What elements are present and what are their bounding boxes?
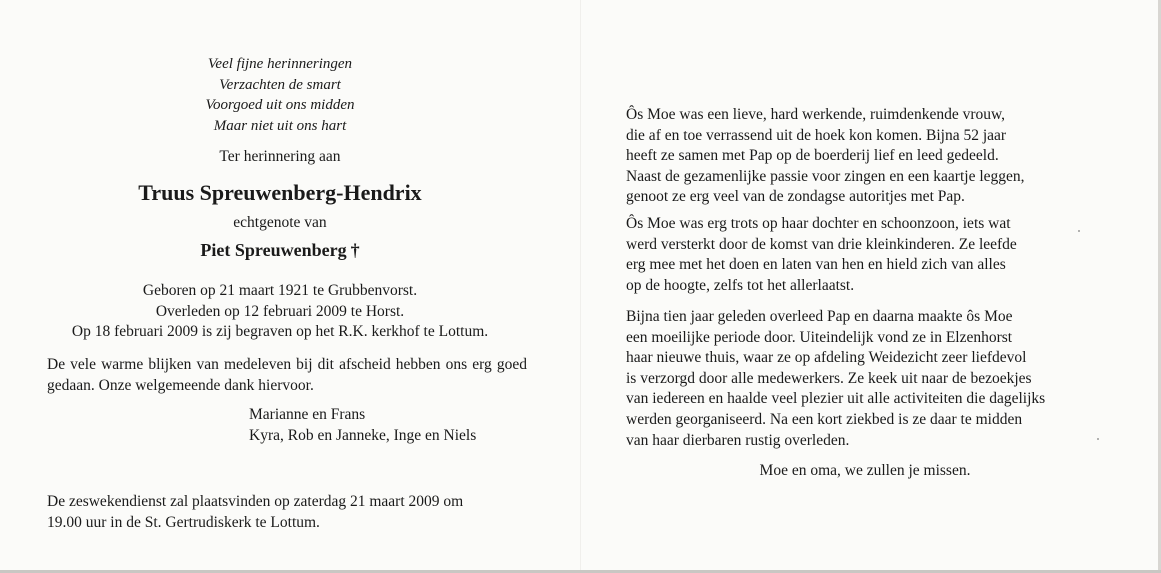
paragraph-line: werd versterkt door de komst van drie kleinkinderen. Ze leefde [626, 235, 1017, 253]
cross-icon: † [350, 240, 360, 260]
biography-paragraph-1 [626, 105, 1086, 208]
paragraph-line: die af en toe verrassend uit de hoek kon komen. Bijna 52 jaar [626, 126, 1007, 144]
paragraph-line: Bijna tien jaar geleden overleed Pap en daarna maakte ôs Moe [626, 308, 1013, 325]
poem-line: Verzachten de smart [219, 76, 341, 93]
poem-line: Maar niet uit ons hart [213, 117, 347, 134]
paragraph-line: erg mee met het doen en laten van hen en hield zich van alles [626, 256, 1006, 274]
paragraph-line: Ôs Moe was erg trots op haar dochter en schoonzoon, iets wat [626, 215, 1011, 232]
family-line: Kyra, Rob en Janneke, Inge en Niels [249, 427, 477, 444]
paragraph-line: van haar dierbaren rustig overleden. [626, 431, 850, 449]
family-line: Marianne en Frans [249, 406, 366, 423]
paragraph-line: Ôs Moe was een lieve, hard werkende, ruimdenkende vrouw, [626, 106, 1006, 123]
memorial-poem [160, 54, 400, 136]
paragraph-line: heeft ze samen met Pap op de boerderij lief en leed gedeeld. [626, 147, 999, 165]
paragraph-line: haar nieuwe thuis, waar ze op afdeling Weidezicht zeer liefdevol [626, 349, 1027, 367]
memory-intro: Ter herinnering aan [219, 148, 341, 165]
family-signatures [249, 404, 549, 446]
husband-name: Piet Spreuwenberg [200, 240, 347, 260]
paper-speck [1078, 230, 1080, 232]
death-line: Overleden op 12 februari 2009 te Horst. [155, 302, 405, 320]
paragraph-line: genoot ze erg veel van de zondagse autoritjes met Pap. [626, 188, 965, 206]
paragraph-line: is verzorgd door alle medewerkers. Ze keek uit naar de bezoekjes [626, 369, 1032, 387]
life-details [30, 281, 530, 343]
closing-line: Moe en oma, we zullen je missen. [759, 462, 971, 479]
thanks-text: De vele warme blijken van medeleven bij dit afscheid hebben ons erg goed gedaan. Onze welgemeende dank hiervoor. [47, 356, 527, 394]
biography-paragraph-3 [626, 307, 1086, 451]
husband-line [100, 240, 460, 261]
paragraph-line: een moeilijke periode door. Uiteindelijk vond ze in Elzenhorst [626, 328, 1013, 346]
burial-line: Op 18 februari 2009 is zij begraven op het R.K. kerkhof te Lottum. [71, 323, 489, 340]
paragraph-line: van iedereen en haalde veel plezier uit alle activiteiten die dagelijks [626, 390, 1046, 408]
paper-speck [1097, 438, 1099, 440]
service-announcement [47, 491, 527, 533]
service-line: De zeswekendienst zal plaatsvinden op zaterdag 21 maart 2009 om [47, 493, 464, 510]
paragraph-line: op de hoogte, zelfs tot het allerlaatst. [626, 276, 855, 294]
paragraph-line: werden georganiseerd. Na een kort ziekbed is ze daar te midden [626, 410, 1023, 428]
deceased-name: Truus Spreuwenberg-Hendrix [138, 180, 422, 205]
spouse-intro: echtgenote van [233, 214, 327, 231]
card-fold-line [580, 0, 581, 573]
poem-line: Veel fijne herinneringen [207, 56, 353, 72]
service-line: 19.00 uur in de St. Gertrudiskerk te Lottum. [47, 514, 320, 531]
poem-line: Voorgoed uit ons midden [205, 97, 355, 113]
biography-paragraph-2 [626, 214, 1086, 296]
paragraph-line: Naast de gezamenlijke passie voor zingen en een kaartje leggen, [626, 167, 1025, 185]
birth-line: Geboren op 21 maart 1921 te Grubbenvorst. [142, 282, 418, 299]
